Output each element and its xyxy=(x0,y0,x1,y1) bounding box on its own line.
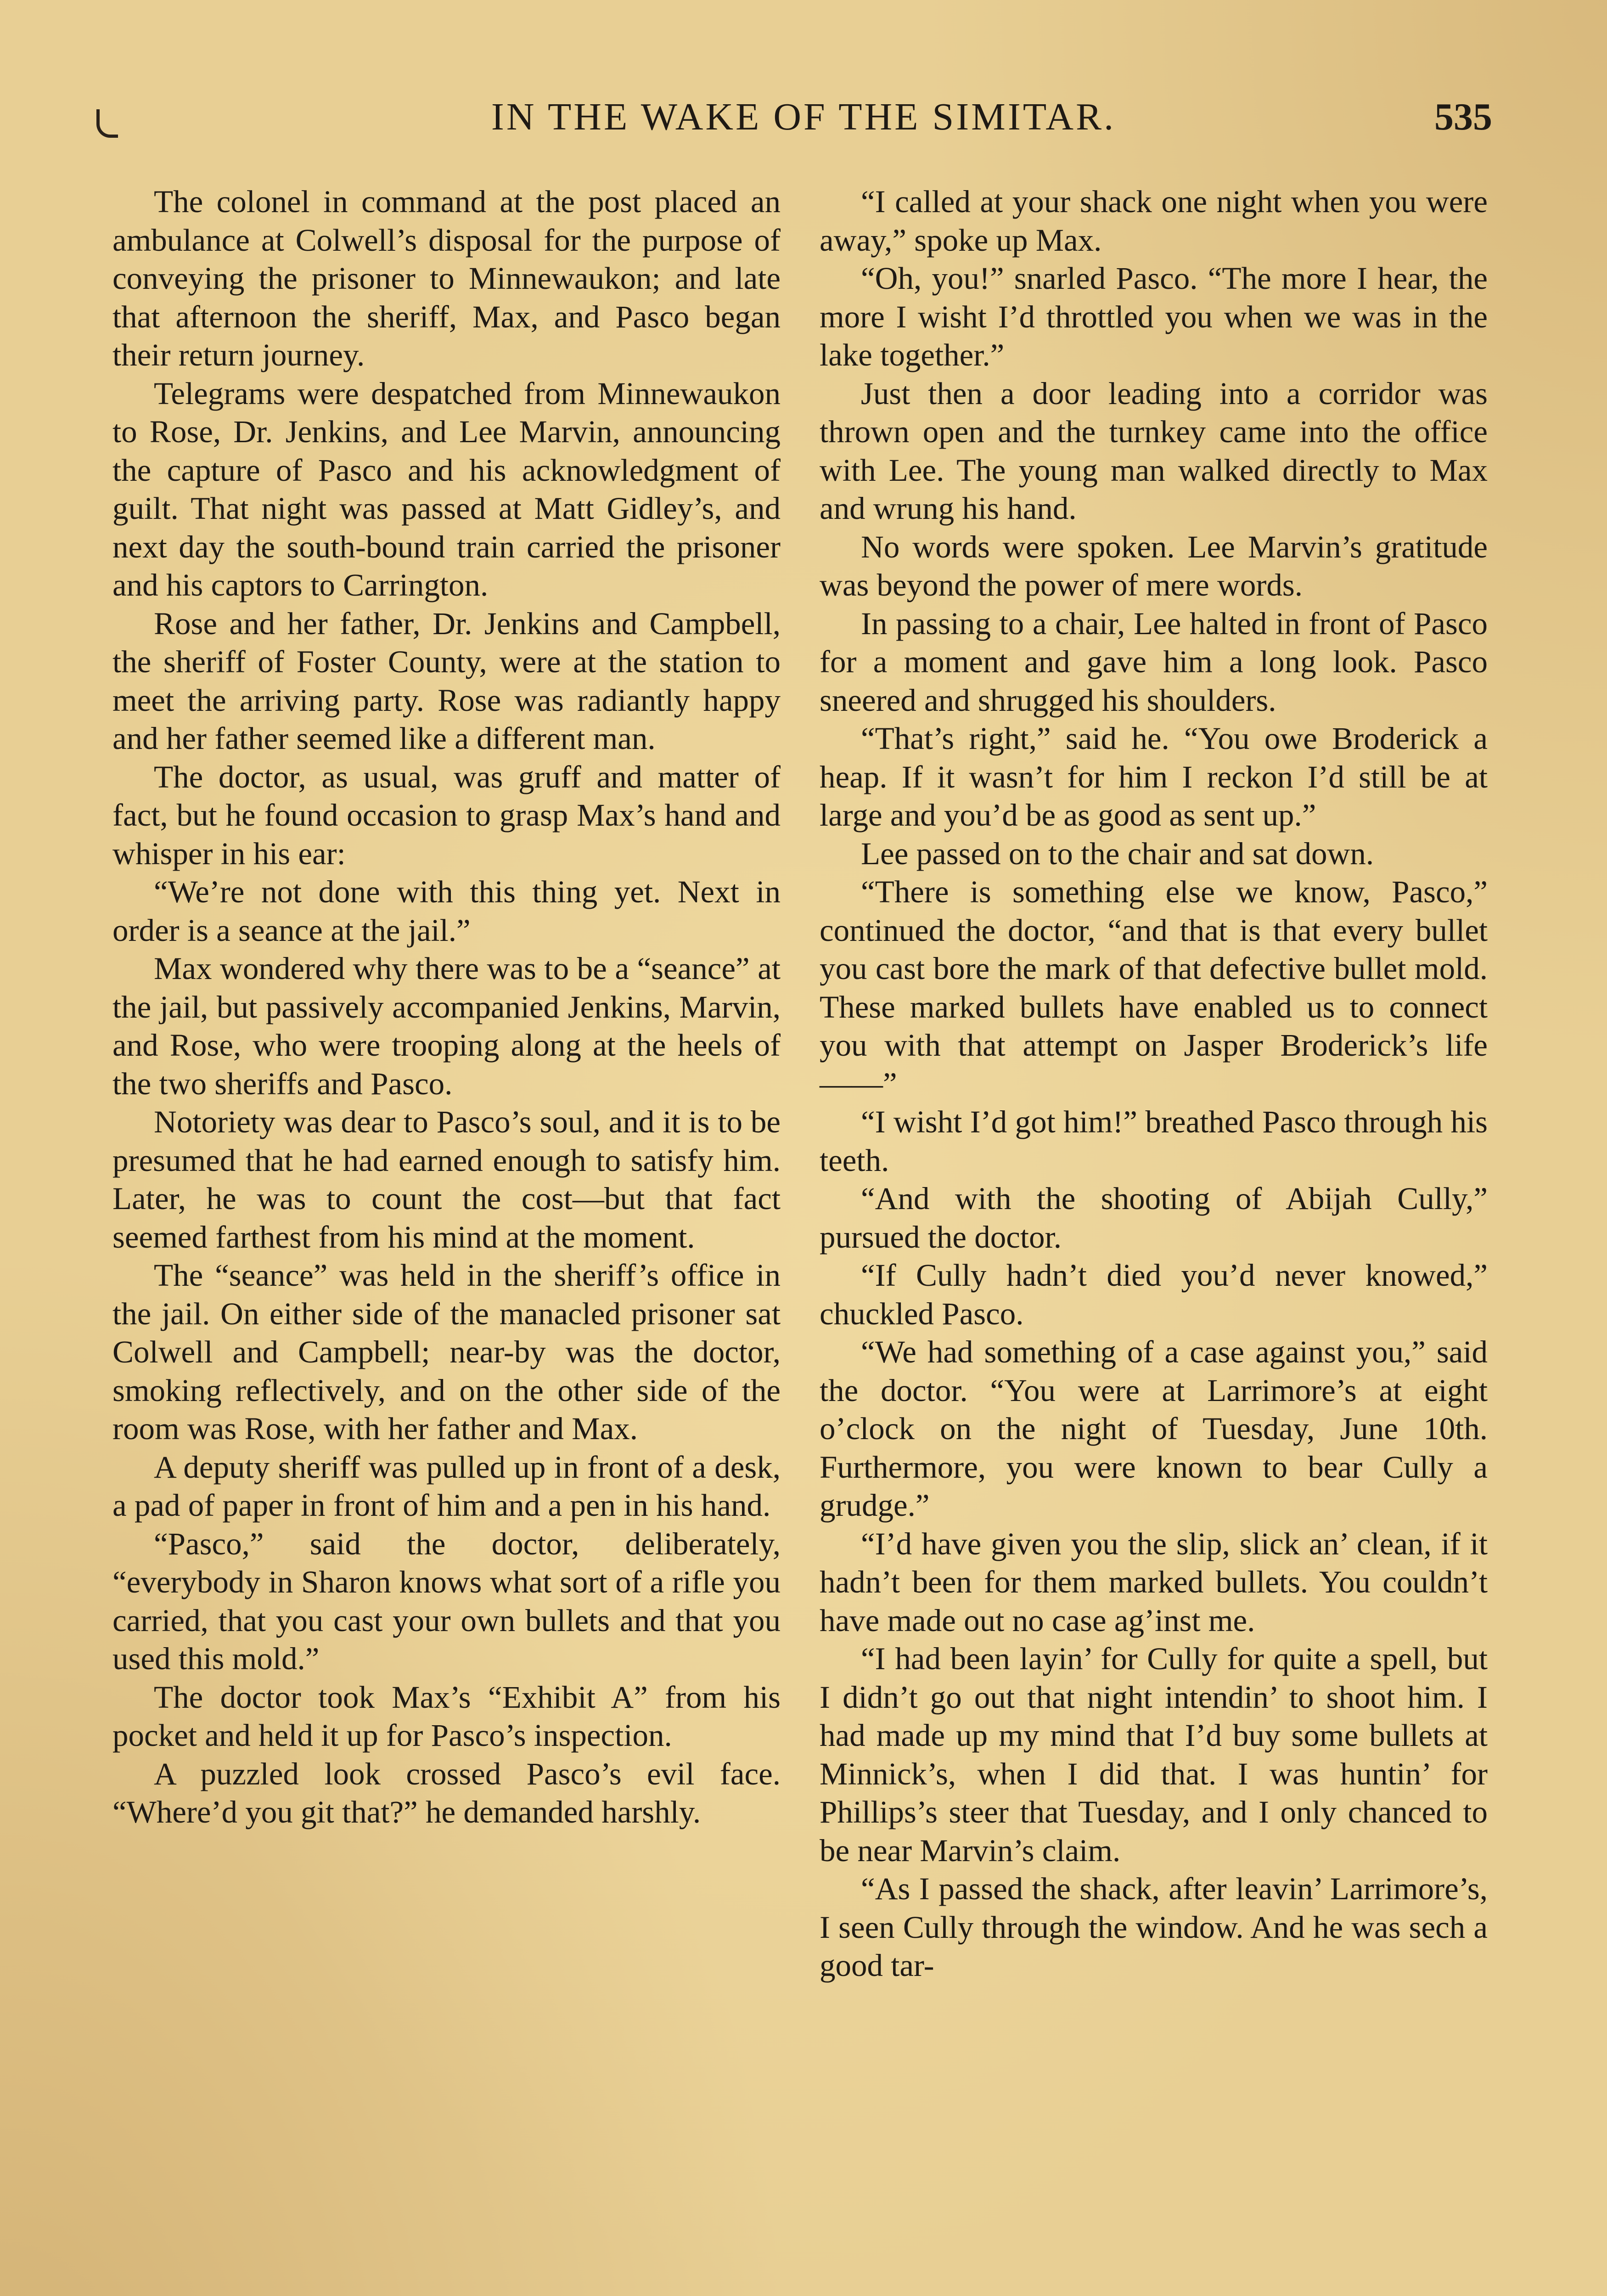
paragraph: “There is something else we know, Pasco,” continued the doctor, “and that is that every bullet you cast bore the mark of that defective bullet mold. These marked bullets have enabled us to connect you with that attempt on Jasper Broderick’s life——” xyxy=(820,874,1488,1101)
paragraph: Rose and her father, Dr. Jenkins and Campbell, the sheriff of Foster County, were at the station to meet the arriving party. Rose was radiantly happy and her father seemed like a different man. xyxy=(112,606,781,756)
right-column xyxy=(820,183,1488,1985)
paragraph: “I had been layin’ for Cully for quite a spell, but I didn’t go out that night intendin’ to shoot him. I had made up my mind that I’d buy some bullets at Minnick’s, when I did that. I was huntin’ for Phillips’s steer that Tuesday, and I only chanced to be near Marvin’s claim. xyxy=(820,1641,1488,1868)
running-title: IN THE WAKE OF THE SIMITAR. xyxy=(491,96,1116,138)
paragraph: The doctor took Max’s “Exhibit A” from his pocket and held it up for Pasco’s inspection. xyxy=(112,1679,781,1753)
paragraph: “I wisht I’d got him!” breathed Pasco through his teeth. xyxy=(820,1104,1488,1178)
paragraph: Telegrams were despatched from Minnewaukon to Rose, Dr. Jenkins, and Lee Marvin, announcing the capture of Pasco and his acknowledgment of guilt. That night was passed at Matt Gidley’s, and next day the south-bound train carried the prisoner and his captors to Carrington. xyxy=(112,376,781,602)
paragraph: The doctor, as usual, was gruff and matter of fact, but he found occasion to grasp Max’s hand and whisper in his ear: xyxy=(112,759,781,871)
paragraph: “We had something of a case against you,” said the doctor. “You were at Larrimore’s at eight o’clock on the night of Tuesday, June 10th. Furthermore, you were known to bear Cully a grudge.” xyxy=(820,1334,1488,1523)
paragraph: Max wondered why there was to be a “seance” at the jail, but passively accompanied Jenkins, Marvin, and Rose, who were trooping along at the heels of the two sheriffs and Pasco. xyxy=(112,951,781,1101)
paragraph: In passing to a chair, Lee halted in front of Pasco for a moment and gave him a long look. Pasco sneered and shrugged his shoulders. xyxy=(820,606,1488,718)
page-number: 535 xyxy=(1434,96,1492,138)
paragraph: No words were spoken. Lee Marvin’s gratitude was beyond the power of mere words. xyxy=(820,529,1488,602)
paragraph: “As I passed the shack, after leavin’ Larrimore’s, I seen Cully through the window. And he was sech a good tar- xyxy=(820,1871,1488,1983)
paragraph: “That’s right,” said he. “You owe Broderick a heap. If it wasn’t for him I reckon I’d still be at large and you’d be as good as sent up.” xyxy=(820,721,1488,833)
paragraph: “And with the shooting of Abijah Cully,” pursued the doctor. xyxy=(820,1181,1488,1255)
paragraph: Lee passed on to the chair and sat down. xyxy=(861,836,1374,871)
paragraph: “We’re not done with this thing yet. Next in order is a seance at the jail.” xyxy=(112,874,781,948)
paragraph: A puzzled look crossed Pasco’s evil face. “Where’d you git that?” he demanded harshly. xyxy=(112,1756,781,1829)
paragraph: The “seance” was held in the sheriff’s office in the jail. On either side of the manacled prisoner sat Colwell and Campbell; near-by was the doctor, smoking reflectively, and on the other side of the room was Rose, with her father and Max. xyxy=(112,1258,781,1446)
paragraph: “If Cully hadn’t died you’d never knowed,” chuckled Pasco. xyxy=(820,1258,1488,1331)
left-column xyxy=(112,183,781,1832)
paragraph: Just then a door leading into a corridor was thrown open and the turnkey came into the office with Lee. The young man walked directly to Max and wrung his hand. xyxy=(820,376,1488,526)
paragraph: “Pasco,” said the doctor, deliberately, “everybody in Sharon knows what sort of a rifle you carried, that you cast your own bullets and that you used this mold.” xyxy=(112,1526,781,1676)
paragraph: “Oh, you!” snarled Pasco. “The more I hear, the more I wisht I’d throttled you when we was in the lake together.” xyxy=(820,261,1488,372)
paragraph: “I called at your shack one night when you were away,” spoke up Max. xyxy=(820,184,1488,258)
paragraph: A deputy sheriff was pulled up in front of a desk, a pad of paper in front of him and a pen in his hand. xyxy=(112,1449,781,1523)
running-header xyxy=(0,92,1607,142)
paragraph: The colonel in command at the post placed an ambulance at Colwell’s disposal for the purpose of conveying the prisoner to Minnewaukon; and late that afternoon the sheriff, Max, and Pasco began their return journey. xyxy=(112,184,781,372)
paragraph: Notoriety was dear to Pasco’s soul, and it is to be presumed that he had earned enough to satisfy him. Later, he was to count the cost—but that fact seemed farthest from his mind at the moment. xyxy=(112,1104,781,1255)
paragraph: “I’d have given you the slip, slick an’ clean, if it hadn’t been for them marked bullets. You couldn’t have made out no case ag’inst me. xyxy=(820,1526,1488,1638)
